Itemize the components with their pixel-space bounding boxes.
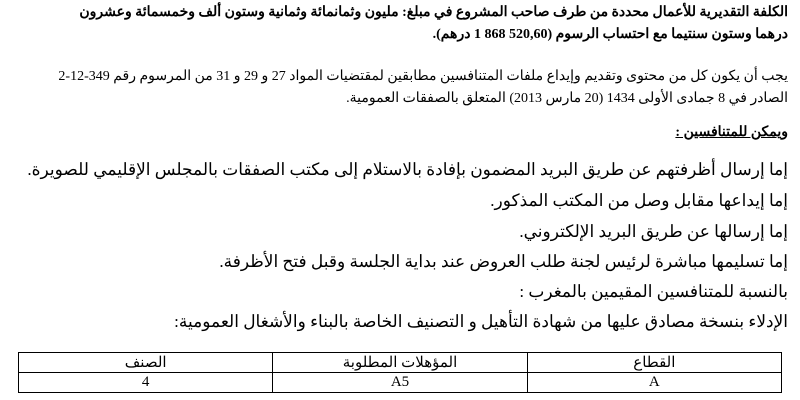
competitors-heading: ويمكن للمتنافسين : — [675, 125, 788, 140]
qualification-line: الإدلاء بنسخة مصادق عليها من شهادة التأهيل و التصنيف الخاصة بالبناء والأشغال العمومية: — [174, 312, 788, 331]
cost-line-2: درهما وستون سنتيما مع احتساب الرسوم (520,60 868 1 درهم). — [432, 27, 788, 42]
header-qualifications: المؤهلات المطلوبة — [273, 353, 527, 373]
option-email: إما إرسالها عن طريق البريد الإلكتروني. — [519, 222, 788, 241]
option-deposit: إما إيداعها مقابل وصل من المكتب المذكور. — [490, 191, 788, 210]
cost-line-1: الكلفة التقديرية للأعمال محددة من طرف صاحب المشروع في مبلغ: مليون وثمانمائة وثمانية وستون ألف وخمسمائة وعشرون — [79, 5, 788, 20]
header-category: الصنف — [19, 353, 273, 373]
qualification-table — [18, 352, 782, 393]
cell-category: 4 — [19, 373, 273, 393]
residents-heading: بالنسبة للمتنافسين المقيمين بالمغرب : — [519, 282, 788, 301]
table-row — [19, 373, 782, 393]
requirement-line-2: الصادر في 8 جمادى الأولى 1434 (20 مارس 2013) المتعلق بالصفقات العمومية. — [346, 91, 788, 106]
option-mail: إما إرسال أظرفتهم عن طريق البريد المضمون بإفادة بالاستلام إلى مكتب الصفقات بالمجلس الإقليمي للصويرة. — [27, 160, 788, 179]
cell-qualifications: A5 — [273, 373, 527, 393]
cell-sector: A — [527, 373, 781, 393]
header-sector: القطاع — [527, 353, 781, 373]
table-header-row — [19, 353, 782, 373]
option-hand-delivery: إما تسليمها مباشرة لرئيس لجنة طلب العروض عند بداية الجلسة وقبل فتح الأظرفة. — [219, 252, 788, 271]
requirement-line-1: يجب أن يكون كل من محتوى وتقديم وإيداع ملفات المتنافسين مطابقين لمقتضيات المواد 27 و 29 و 31 من المرسوم رقم 349-12-2 — [58, 69, 788, 84]
